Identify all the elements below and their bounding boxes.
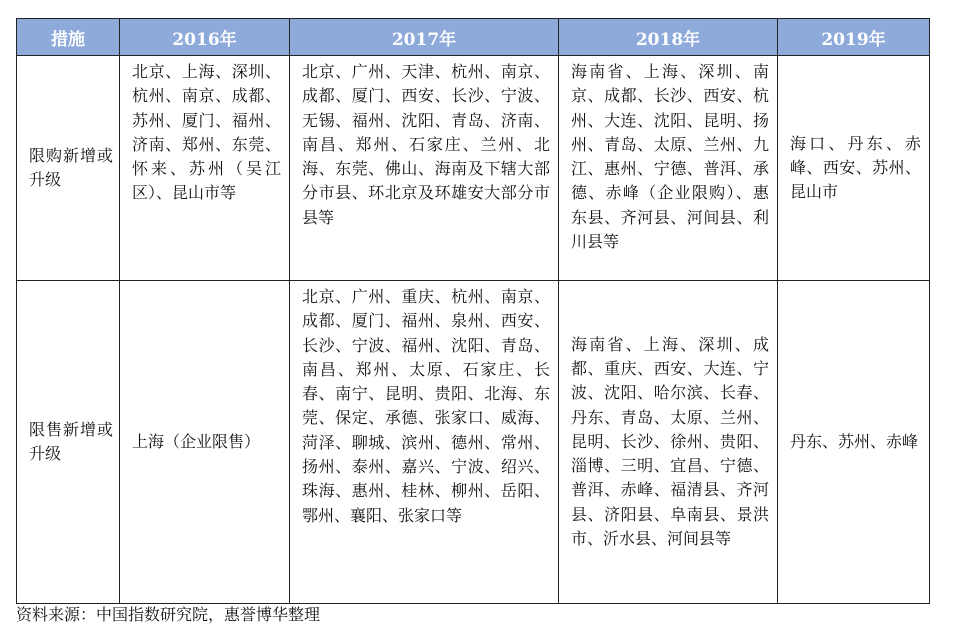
policy-table [16,18,930,604]
table-row-purchase-restriction [17,56,930,281]
header-2016: 2016年 [120,19,290,56]
cell-2017: 北京、广州、天津、杭州、南京、成都、厦门、西安、长沙、宁波、无锡、福州、沈阳、青岛、济南、南昌、郑州、石家庄、兰州、北海、东莞、佛山、海南及下辖大部分市县、环北京及环雄安大部分市县等 [290,56,559,281]
cell-2019: 丹东、苏州、赤峰 [778,281,930,604]
cell-2018: 海南省、上海、深圳、南京、成都、长沙、西安、杭州、大连、沈阳、昆明、扬州、青岛、太原、兰州、九江、惠州、宁德、普洱、承德、赤峰（企业限购）、惠东县、齐河县、河间县、利川县等 [559,56,778,281]
header-2018: 2018年 [559,19,778,56]
table-row-sale-restriction [17,281,930,604]
header-row [17,19,930,56]
cell-measure: 限购新增或升级 [17,56,120,281]
cell-2019: 海口、丹东、赤峰、西安、苏州、昆山市 [778,56,930,281]
header-2019: 2019年 [778,19,930,56]
cell-2018: 海南省、上海、深圳、成都、重庆、西安、大连、宁波、沈阳、哈尔滨、长春、丹东、青岛、太原、兰州、昆明、长沙、徐州、贵阳、淄博、三明、宜昌、宁德、普洱、赤峰、福清县、齐河县、济阳县、阜南县、景洪市、沂水县、河间县等 [559,281,778,604]
header-measure: 措施 [17,19,120,56]
cell-2016: 北京、上海、深圳、杭州、南京、成都、苏州、厦门、福州、济南、郑州、东莞、怀来、苏州（吴江区）、昆山市等 [120,56,290,281]
cell-measure: 限售新增或升级 [17,281,120,604]
header-2017: 2017年 [290,19,559,56]
cell-2016: 上海（企业限售） [120,281,290,604]
source-note: 资料来源：中国指数研究院，惠誉博华整理 [16,605,321,624]
cell-2017: 北京、广州、重庆、杭州、南京、成都、厦门、福州、泉州、西安、长沙、宁波、福州、沈阳、青岛、南昌、郑州、太原、石家庄、长春、南宁、昆明、贵阳、北海、东莞、保定、承德、张家口、威海、菏泽、聊城、滨州、德州、常州、扬州、泰州、嘉兴、宁波、绍兴、珠海、惠州、桂林、柳州、岳阳、鄂州、襄阳、张家口等 [290,281,559,604]
